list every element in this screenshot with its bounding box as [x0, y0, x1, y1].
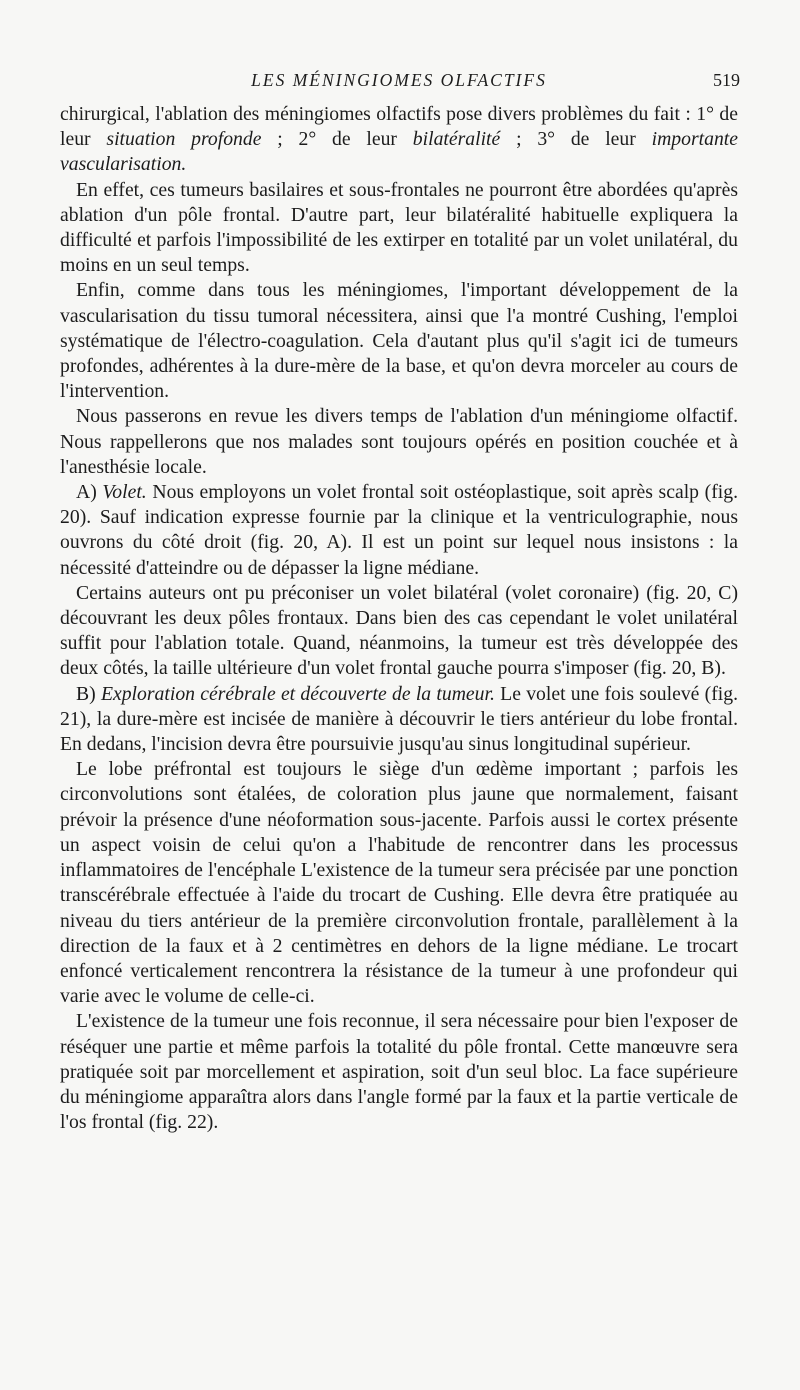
page-header	[60, 58, 738, 98]
paragraph-continuation: chirurgical, l'ablation des méningiomes olfactifs pose divers problèmes du fait : 1° de leur situation profonde ; 2° de leur bilatéralité ; 3° de leur importante vascularisation.	[60, 103, 738, 176]
paragraph: Enfin, comme dans tous les méningiomes, l'important développement de la vascularisation du tissu tumoral nécessitera, ainsi que l'a montré Cushing, l'emploi systématique de l'électro-coagulation. Cela d'autant plus qu'il s'agit ici de tumeurs profondes, adhérentes à la dure-mère de la base, et qu'on devra morceler au cours de l'intervention.	[60, 279, 738, 403]
paragraph: L'existence de la tumeur une fois reconnue, il sera nécessaire pour bien l'exposer de réséquer une partie et même parfois la totalité du pôle frontal. Cette manœuvre sera pratiquée soit par morcellement et aspiration, soit d'un seul bloc. La face supérieure du méningiome apparaîtra alors dans l'angle formé par la faux et la partie verticale de l'os frontal (fig. 22).	[60, 1010, 738, 1134]
body-text	[60, 102, 738, 1135]
section-a-volet: A) Volet. Nous employons un volet frontal soit ostéoplastique, soit après scalp (fig. 20). Sauf indication expresse fournie par la clinique et la ventriculographie, nous ouvrons du côté droit (fig. 20, A). Il est un point sur lequel nous insistons : la nécessité d'atteindre ou de dépasser la ligne médiane.	[60, 481, 738, 579]
paragraph: Nous passerons en revue les divers temps de l'ablation d'un méningiome olfactif. Nous rappellerons que nos malades sont toujours opérés en position couchée et à l'anesthésie locale.	[60, 405, 738, 478]
section-heading: Volet.	[102, 481, 147, 504]
paragraph: Le lobe préfrontal est toujours le siège d'un œdème important ; parfois les circonvolutions sont étalées, de coloration plus jaune que normalement, faisant prévoir la présence d'une néoformation sous-jacente. Parfois aussi le cortex présente un aspect voisin de celui qu'on a l'habitude de rencontrer dans les processus inflammatoires de l'encéphale L'existence de la tumeur sera précisée par une ponction transcérébrale effectuée à l'aide du trocart de Cushing. Elle devra être pratiquée au niveau du tiers antérieur de la première circonvolution frontale, parallèlement à la direction de la faux et à 2 centimètres en dehors de la ligne médiane. Le trocart enfoncé verticalement rencontrera la résistance de la tumeur à une profondeur qui varie avec le volume de celle-ci.	[60, 758, 738, 1008]
section-b-exploration: B) Exploration cérébrale et découverte de la tumeur. Le volet une fois soulevé (fig. 21), la dure-mère est incisée de manière à découvrir le tiers antérieur du lobe frontal. En dedans, l'incision devra être poursuivie jusqu'au sinus longitudinal supérieur.	[60, 682, 739, 756]
running-title: LES MÉNINGIOMES OLFACTIFS	[251, 70, 547, 90]
paragraph: Certains auteurs ont pu préconiser un volet bilatéral (volet coronaire) (fig. 20, C) découvrant les deux pôles frontaux. Dans bien des cas cependant le volet unilatéral suffit pour l'ablation totale. Quand, néanmoins, la tumeur est très développée des deux côtés, la taille ultérieure d'un volet frontal gauche pourra s'imposer (fig. 20, B).	[60, 581, 738, 680]
page-number: 519	[713, 70, 740, 90]
paragraph: En effet, ces tumeurs basilaires et sous-frontales ne pourront être abordées qu'après ablation d'un pôle frontal. D'autre part, leur bilatéralité habituelle expliquera la difficulté et parfois l'impossibilité de les extirper en totalité par un volet unilatéral, du moins en un seul temps.	[60, 178, 738, 277]
section-heading: Exploration cérébrale et découverte de la tumeur.	[100, 682, 495, 705]
